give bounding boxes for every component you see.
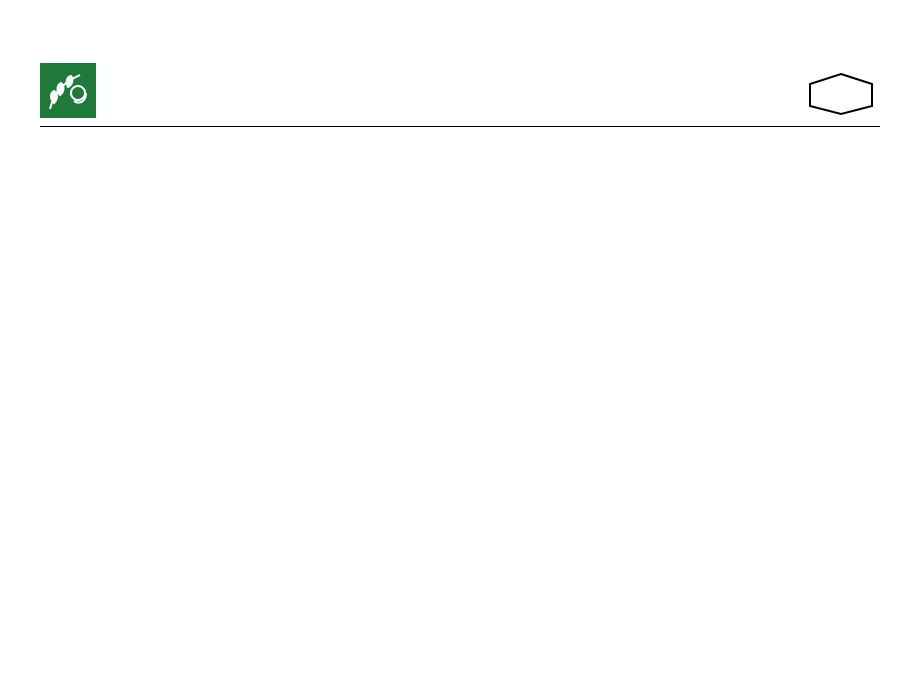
journal-logo-icon[interactable] xyxy=(40,63,96,118)
header-rule xyxy=(40,126,880,127)
mdpi-logo-icon[interactable] xyxy=(806,72,876,116)
journal-header xyxy=(40,63,880,119)
